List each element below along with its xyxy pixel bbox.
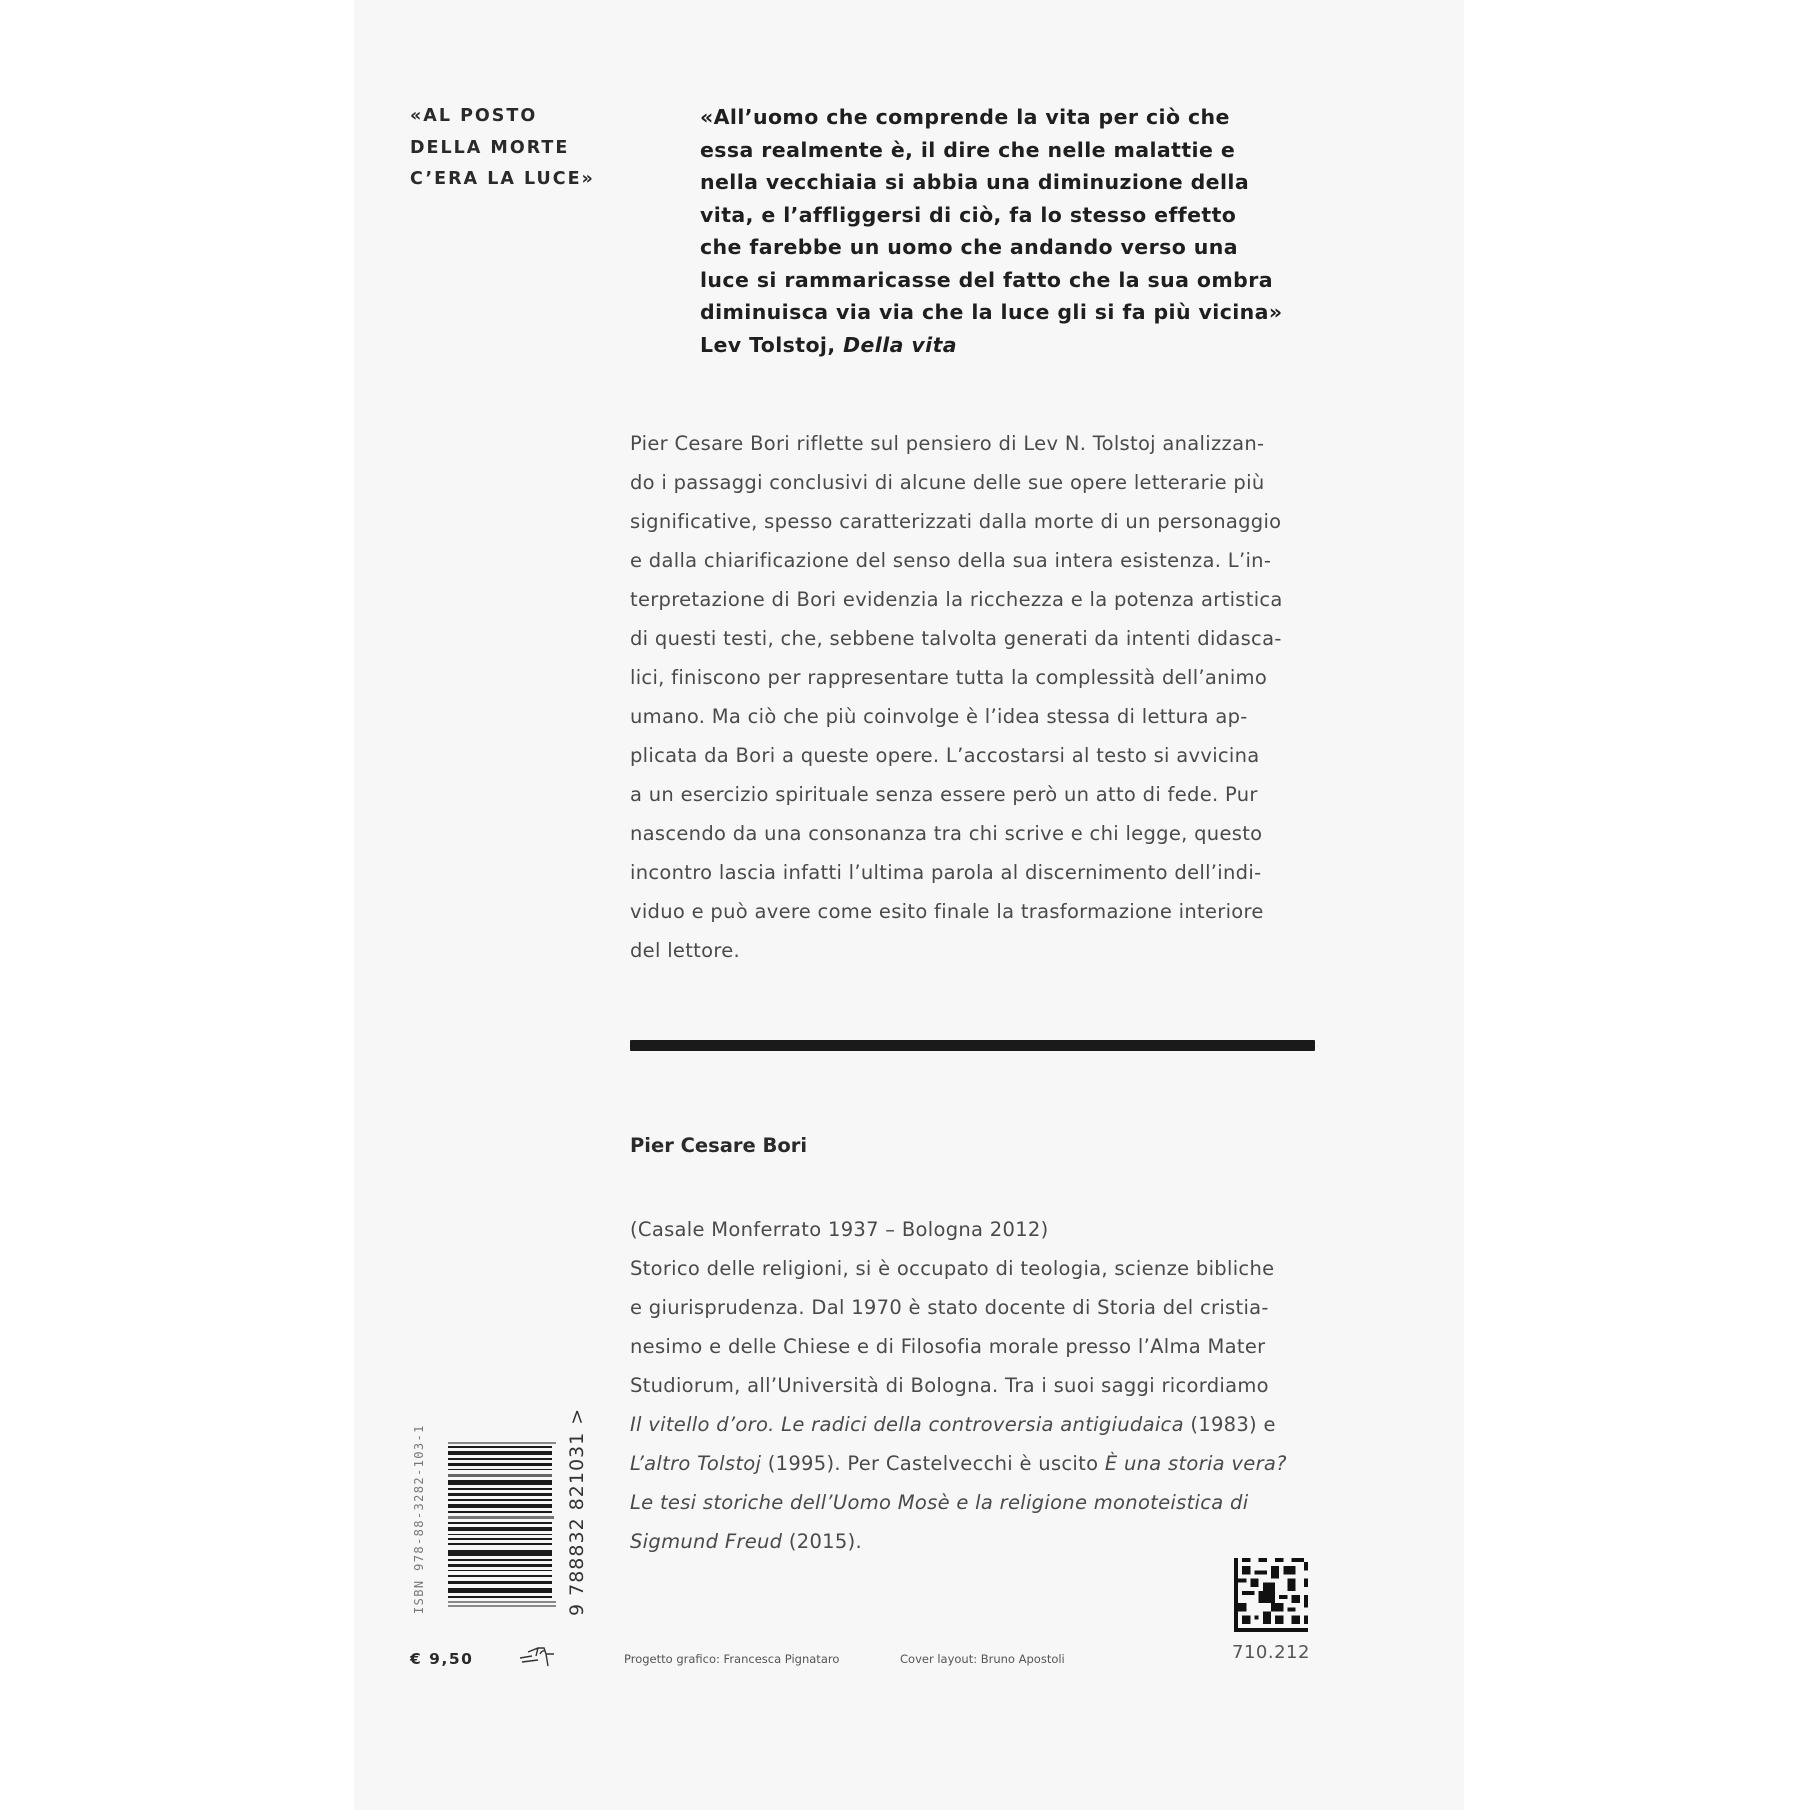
description-line: viduo e può avere come esito finale la trasformazione interiore <box>630 900 1264 923</box>
description-line: lici, finiscono per rappresentare tutta la complessità dell’animo <box>630 666 1268 689</box>
isbn-label: ISBN 978-88-3282-103-1 <box>412 1424 426 1614</box>
description-line: do i passaggi conclusivi di alcune delle sue opere letterarie più <box>630 471 1265 494</box>
bio-line: e giurisprudenza. Dal 1970 è stato docente di Storia del cristia- <box>630 1296 1269 1319</box>
quote-line: vita, e l’affliggersi di ciò, fa lo stesso effetto <box>700 202 1237 227</box>
description-line: e dalla chiarificazione del senso della sua intera esistenza. L’in- <box>630 549 1272 572</box>
bio-line <box>630 1522 1320 1561</box>
book-title: L’altro Tolstoj <box>630 1452 762 1475</box>
quote-source <box>700 329 1340 362</box>
isbn-barcode <box>404 1407 588 1640</box>
quote-line: nella vecchiaia si abbia una diminuzione della <box>700 170 1250 194</box>
tagline <box>410 101 610 196</box>
author-bio <box>630 1210 1320 1561</box>
description-line: umano. Ma ciò che più coinvolge è l’idea stessa di lettura ap- <box>630 705 1248 728</box>
quote-source-author: Lev Tolstoj, <box>700 332 844 357</box>
author-name: Pier Cesare Bori <box>630 1134 808 1157</box>
description-line: a un esercizio spirituale senza essere però un atto di fede. Pur <box>630 783 1258 806</box>
bio-text: (2015). <box>782 1530 862 1553</box>
book-title: È una storia vera? <box>1104 1452 1287 1475</box>
bio-line: nesimo e delle Chiese e di Filosofia morale presso l’Alma Mater <box>630 1335 1266 1358</box>
design-credit: Progetto grafico: Francesca Pignataro <box>624 1652 840 1666</box>
book-description <box>630 424 1324 970</box>
quote-line: luce si rammaricasse del fatto che la sua ombra <box>700 267 1273 292</box>
quote-line: che farebbe un uomo che andando verso una <box>700 235 1238 259</box>
publisher-logo-icon <box>518 1640 556 1670</box>
bio-line <box>630 1444 1320 1483</box>
description-line: significative, spesso caratterizzati dalla morte di un personaggio <box>630 510 1282 533</box>
price: € 9,50 <box>410 1650 474 1668</box>
product-code: 710.212 <box>1232 1642 1310 1663</box>
description-line: nascendo da una consonanza tra chi scrive e chi legge, questo <box>630 822 1263 845</box>
cover-credit: Cover layout: Bruno Apostoli <box>900 1652 1065 1666</box>
tagline-line: C’ERA LA LUCE» <box>410 169 595 189</box>
description-line: incontro lascia infatti l’ultima parola al discernimento dell’indi- <box>630 861 1262 884</box>
tagline-line: DELLA MORTE <box>410 137 570 158</box>
bio-line: Studiorum, all’Università di Bologna. Tra i suoi saggi ricordiamo <box>630 1374 1269 1397</box>
bio-text: (1995). Per Castelvecchi è uscito <box>761 1452 1105 1475</box>
quote-line: essa realmente è, il dire che nelle malattie e <box>700 137 1236 162</box>
book-title: Sigmund Freud <box>630 1530 783 1553</box>
quote-source-title: Della vita <box>843 332 958 357</box>
datamatrix-code-icon <box>1234 1558 1308 1632</box>
book-title: Le tesi storiche dell’Uomo Mosè e la religione monoteistica di <box>630 1491 1249 1514</box>
barcode-bars-icon <box>448 1442 560 1608</box>
bio-line: (Casale Monferrato 1937 – Bologna 2012) <box>630 1218 1049 1241</box>
book-title: Il vitello d’oro. Le radici della controversia antigiudaica <box>630 1413 1184 1436</box>
section-divider <box>630 1040 1315 1051</box>
epigraph-quote <box>700 101 1340 361</box>
description-line: Pier Cesare Bori riflette sul pensiero di Lev N. Tolstoj analizzan- <box>630 432 1265 455</box>
bio-text: (1983) e <box>1183 1413 1276 1436</box>
bio-line <box>630 1405 1320 1444</box>
bio-line <box>630 1483 1320 1522</box>
bio-line: Storico delle religioni, si è occupato di teologia, scienze bibliche <box>630 1257 1275 1280</box>
tagline-line: «AL POSTO <box>410 106 538 126</box>
description-line: di questi testi, che, sebbene talvolta generati da intenti didasca- <box>630 627 1282 650</box>
ean-number: 9 788832 821031 > <box>566 1407 588 1616</box>
description-line: plicata da Bori a queste opere. L’accostarsi al testo si avvicina <box>630 744 1260 767</box>
quote-line: diminuisca via via che la luce gli si fa più vicina» <box>700 300 1283 324</box>
description-line: del lettore. <box>630 939 741 962</box>
quote-line: «All’uomo che comprende la vita per ciò che <box>700 105 1230 129</box>
description-line: terpretazione di Bori evidenzia la ricchezza e la potenza artistica <box>630 588 1283 611</box>
